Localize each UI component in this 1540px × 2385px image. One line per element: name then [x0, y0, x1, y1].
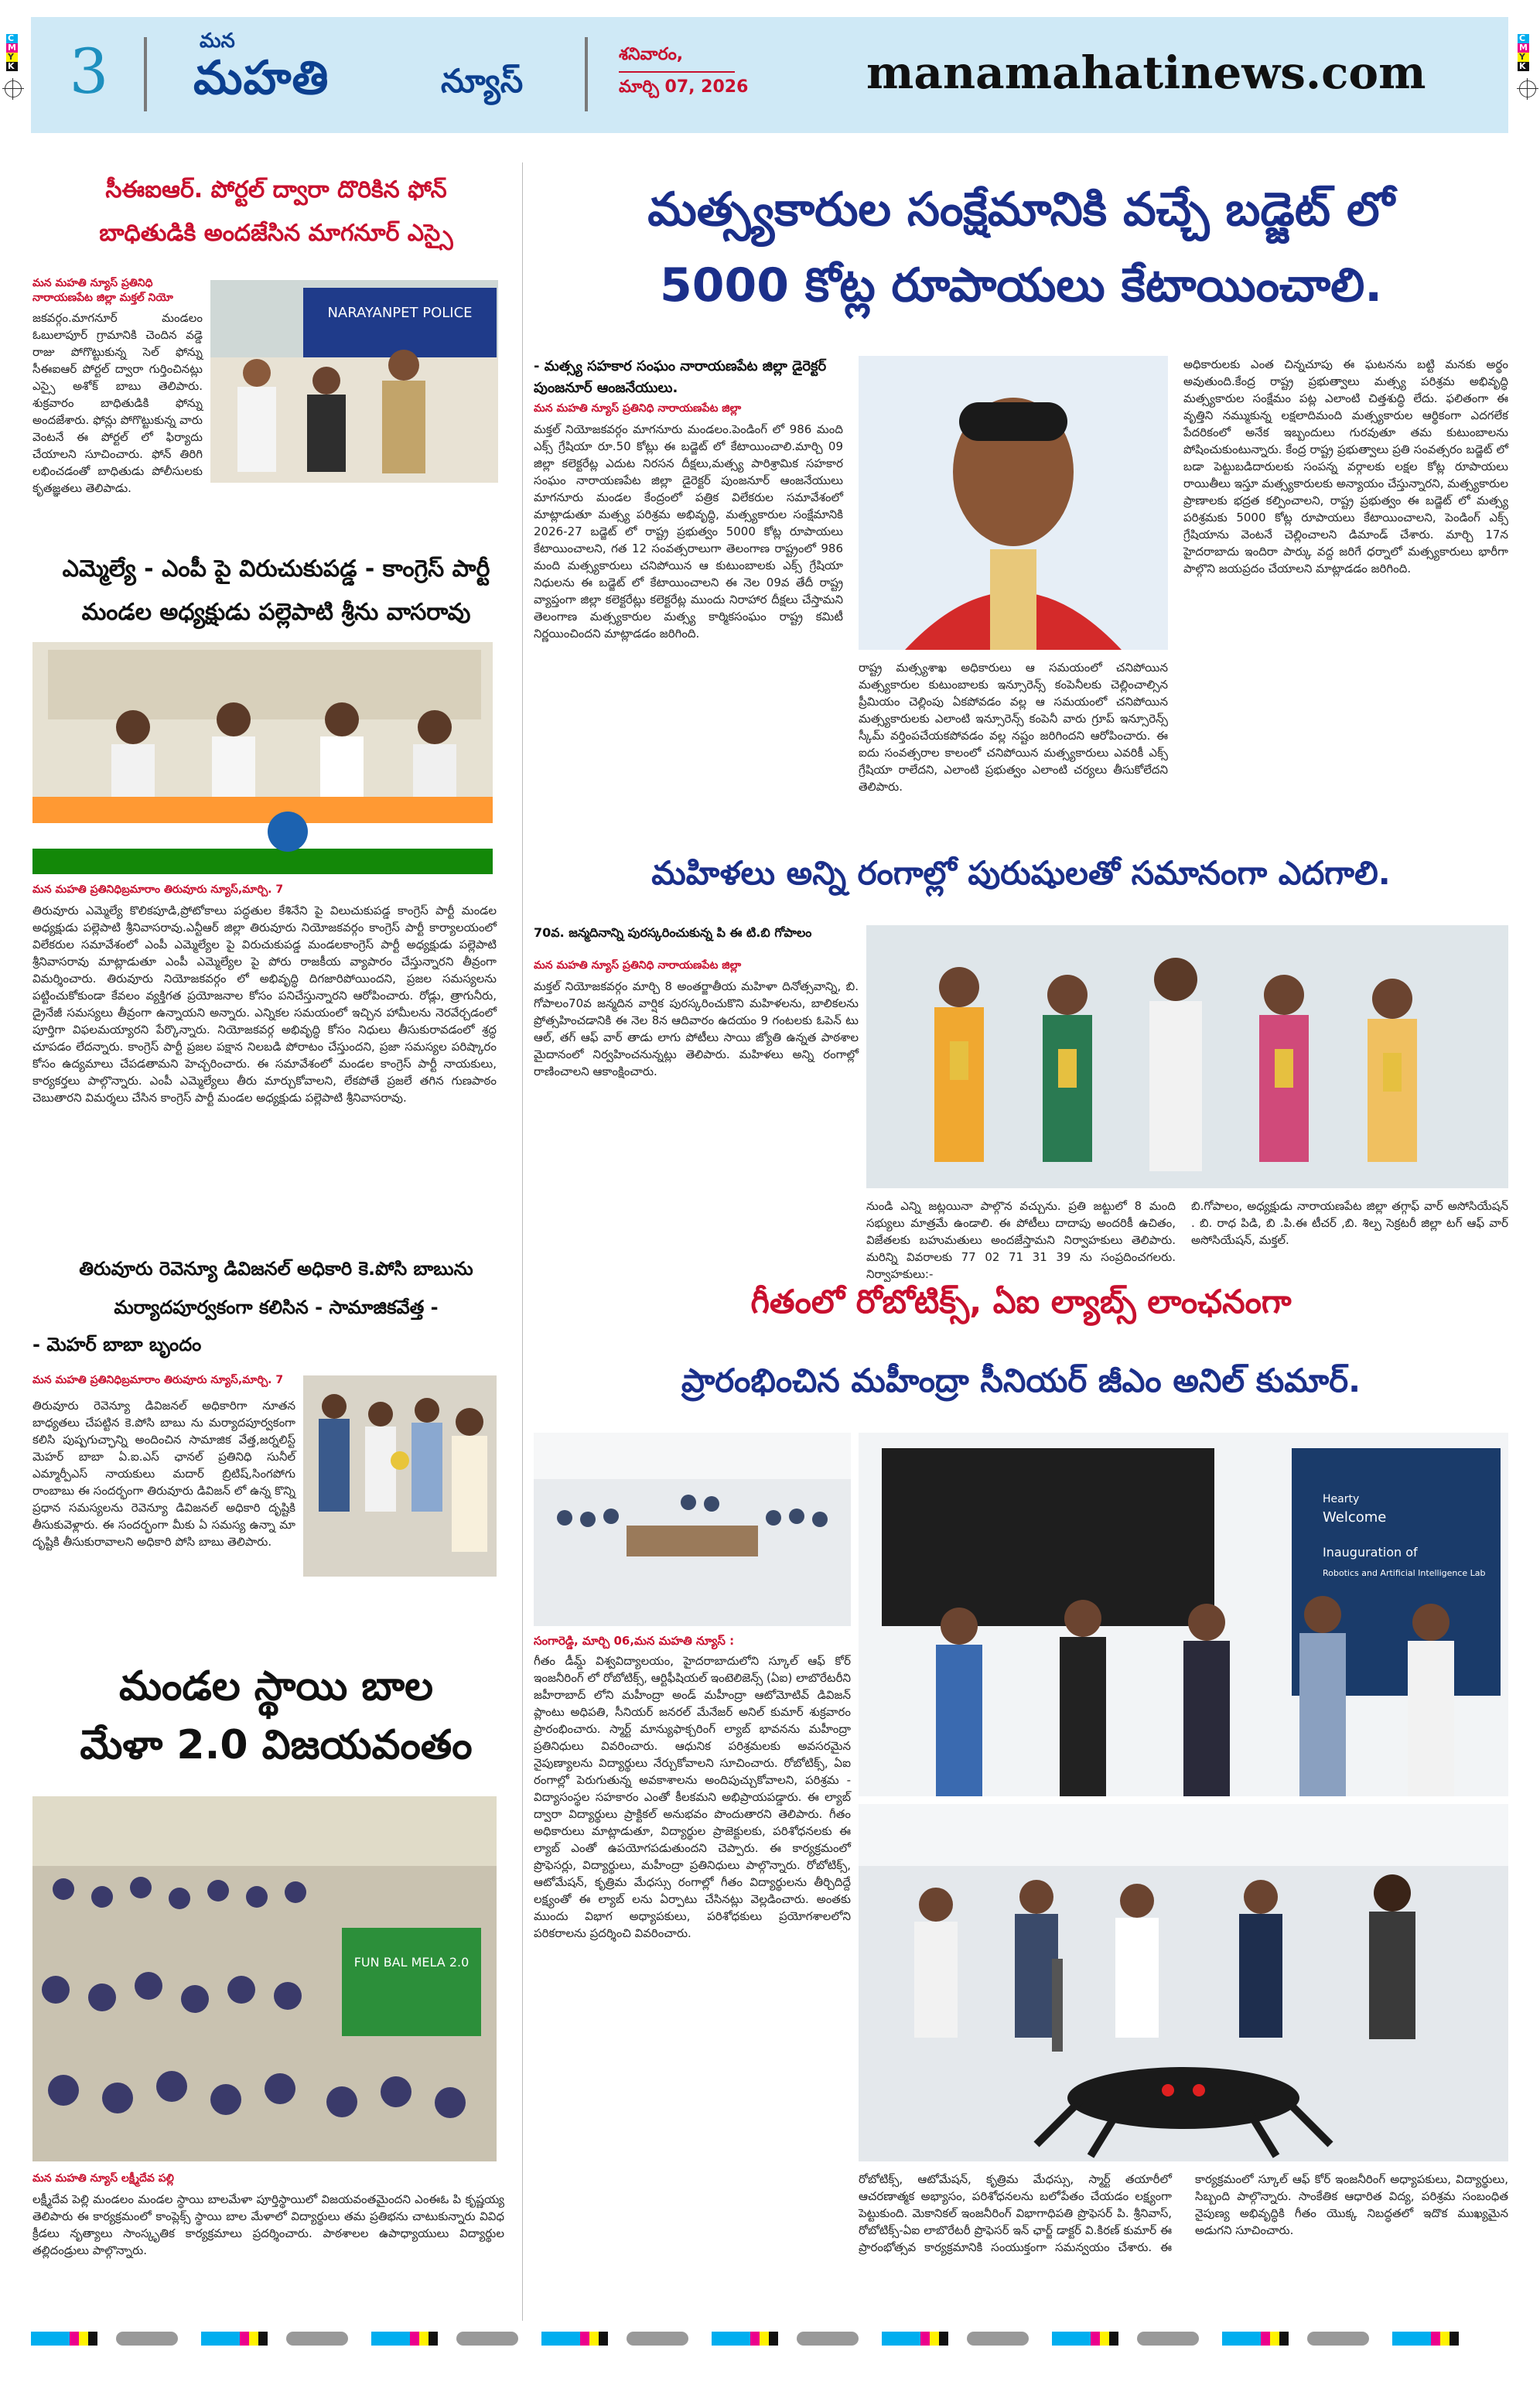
registration-mark-right-icon [1519, 80, 1536, 97]
fisher-headline-1: మత్స్యకారుల సంక్షేమానికి వచ్చే బడ్జెట్ లో [647, 183, 1395, 237]
fisher-body-1: మక్తల్ నియోజకవర్గం మాగనూరు మండలం.పెండింగ్ లో 986 మంది ఎక్స్ గ్రేషియా రూ.50 కోట్లు ఈ బడ్జెట్ లో కేటాయించాలి.మార్చి 09 జిల్లా కలెక్టరేట్ల ఎదుట నిరసన దీక్షలు,మత్స్య పారిశ్రామిక సహకార సంఘం నారాయణపేట జిల్లా డైరెక్టర్ పుంజనూర్ ఆంజనేయులు మాగనూరు మండల కేంద్రంలో పత్రిక విలేకరుల సమావేశంలో మాట్లాడుతూ మత్స్య పరిశ్రమ అభివృద్ధి, మత్స్యకారుల సంక్షేమానికి 2026-27 బడ్జెట్ లో రాష్ట్ర ప్రభుత్వం 5000 కోట్ల రూపాయలు కేటాయించాలని, గత 12 సంవత్సరాలుగా తెలంగాణ రాష్ట్రంలో 986 మంది మత్స్యకారులు చనిపోయిన ఆ కుటుంబాలకు ఎక్స్ గ్రేషియా నిధులను ఈ బడ్జెట్ లో కేటాయించాలని ఈ నెల 09వ తేదీ రాష్ట్ర వ్యాప్తంగా జిల్లా కలెక్టరేట్లు కలెక్టరేట్ల ముందు నిరాహార దీక్షలు చేస్తామని తెలంగాణ మత్స్యకారుల మత్స్య కార్మికసంఘం రాష్ట్ర కమిటీ నిర్ణయించిందని మాట్లాడడం జరిగింది. [534, 422, 843, 641]
screen-hearty-text: Hearty [1323, 1493, 1360, 1505]
registration-mark-left-icon [5, 80, 22, 97]
cmyk-m: M [8, 43, 16, 53]
phone-body: జకవర్గం.మాగనూర్ మండలం ఓబులాపూర్ గ్రామానికి చెందిన వడ్డె రాజు పోగొట్టుకున్న సెల్ ఫోన్ను సీఈఐఆర్ పోర్టల్ ద్వారా గుర్తించినట్లు ఎస్సై అశోక్ బాబు తెలిపారు. శుక్రవారం బాధితుడికి ఫోన్ను అందజేశారు. ఫోన్లు పోగొట్టుకున్న వారు వెంటనే ఈ పోర్టల్ లో ఫిర్యాదు చేయాలని సూచించారు. ఫోన్ తిరిగి లభించడంతో బాధితుడు పోలీసులకు కృతజ్ఞతలు తెలిపాడు. [32, 311, 203, 495]
website-url[interactable]: manamahatinews.com [866, 46, 1426, 99]
cmyk-k: K [6, 62, 18, 71]
fisher-subhead: - మత్స్య సహకార సంఘం నారాయణపేట జిల్లా డైరెక్టర్ పుంజనూర్ ఆంజనేయులు. [534, 358, 827, 396]
women-body-2: నుండి ఎన్ని జట్లయినా పాల్గొన వచ్చును. ప్రతి జట్టులో 8 మంది సభ్యులు మాత్రమే ఉండాలి. ఈ పోటీలు దాదాపు అందరికీ ఉచితం, విజేతలకు బహుమతులు అందజేస్తామని నిర్వాహకులు తెలిపారు. మరిన్ని వివరాలకు 77 02 71 31 39 ను సంప్రదించగలరు. నిర్వాహకులు:- [866, 1199, 1176, 1281]
fisher-body-3: అధికారులకు ఎంత చిన్నచూపు ఈ ఘటనను బట్టి మనకు అర్థం అవుతుంది.కేంద్ర రాష్ట్ర ప్రభుత్వాలు మత్స్య పరిశ్రమ అభివృద్ధి మత్స్యకారుల సంక్షేమం పట్ల ఎలాంటి చిత్తశుద్ధి లేదు. ఫలితంగా ఈ వృత్తిని నమ్ముకున్న లక్షలాదిమంది మత్స్యకారుల ఆర్థికంగా ఎదగలేక పేదరికంలో అనేక ఇబ్బందులు గురవుతూ తమ కుటుంబాలను పోషించుకుంటున్నారు. కేంద్ర రాష్ట్ర ప్రభుత్వాలు ప్రతి సంవత్సరం బడ్జెట్ లో బడా పెట్టుబడిదారులకు సంపన్న వర్గాలకు లక్షల కోట్ల రూపాయలు రాయితీలు ఇస్తూ మత్స్యకారులకు అన్యాయం చేస్తున్నారని, మత్స్యకారుల ప్రాణాలకు భద్రత కల్పించాలని, రాష్ట్ర ప్రభుత్వం ఈ బడ్జెట్ లో మత్స్య పరిశ్రమకు 5000 కోట్ల రూపాయలు కేటాయించాలని, పెండింగ్ ఎక్స్ గ్రేషియాను వెంటనే చెల్లించాలని డిమాండ్ చేశారు. మార్చి 17న హైదరాబాదు ఇందిరా పార్కు వద్ద జరిగే ధర్నాలో మత్స్యకారులు భారీగా పాల్గొని జయప్రదం చేయాలని మాట్లాడడం జరిగింది. [1183, 357, 1508, 576]
revenue-headline-3: - మెహర్ బాబా బృందం [32, 1334, 202, 1355]
bala-banner-text: FUN BAL MELA 2.0 [353, 1955, 470, 1970]
masthead-divider [585, 37, 588, 111]
revenue-headline-2: మర్యాదపూర్వకంగా కలిసిన - సామాజికవేత్త - [114, 1297, 439, 1318]
congress-headline-1: ఎమ్మెల్యే - ఎంపీ పై విరుచుకుపడ్డ - కాంగ్రెస్ పార్టీ [62, 555, 490, 583]
screen-title-text: Inauguration of [1323, 1545, 1418, 1560]
women-subhead: 70వ. జన్మదినాన్ని పురస్కరించుకున్న పి ఈ టి.బి గోపాలం [534, 925, 812, 940]
congress-body: తిరువూరు ఎమ్మెల్యే కొలికపూడి,ప్రోటోకాలు పద్ధతుల కేశినేని పై విలుచుకుపడ్డ కాంగ్రెస్ పార్టీ మండల అధ్యక్షుడు పల్లెపాటి శ్రీనివాసరావు.ఎన్టీఆర్ జిల్లా తిరువూరు నియోజకవర్గం కాంగ్రెస్ పార్టీ కార్యాలయంలో విలేకరుల సమావేశంలో ఎంపీ ఎమ్మెల్యేల పై విరుచుకుపడ్డ మండలకాంగ్రెస్ పార్టీ అధ్యక్షుడు పల్లెపాటి శ్రీనివాసరావు మాట్లాడుతూ ఎంపీ ఎమ్మెల్యేల పై పోరు రాజకీయ వ్యాపారం చేస్తున్నారని తీవ్రంగా విమర్శించారు. తిరువూరు నియోజకవర్గం లో అభివృద్ధి దిగజారిపోయిందని, ప్రజల సమస్యలను పట్టించుకోకుండా కేవలం వ్యక్తిగత ప్రయోజనాల కోసం పనిచేస్తున్నారని ఆరోపించారు. రోడ్లు, త్రాగునీరు, డ్రైనేజీ సమస్యలు తీవ్రంగా ఉన్నాయని అన్నారు. ఎన్నికల సమయంలో ఇచ్చిన హామీలను నెరవేర్చడంలో పూర్తిగా విఫలమయ్యారని పేర్కొన్నారు. నియోజకవర్గ అభివృద్ధి కోసం నిధులు తీసుకురావడంలో శ్రద్ధ చూపడం లేదన్నారు. కాంగ్రెస్ పార్టీ ప్రజల పక్షాన నిలబడి పోరాటం చేస్తుందని, ప్రజా సమస్యల పరిష్కారం కోసం ఉద్యమాలు చేపడతామని హెచ్చరించారు. ఈ సమావేశంలో మండల కాంగ్రెస్ పార్టీ నాయకులు, కార్యకర్తలు పాల్గొన్నారు. ఎంపీ ఎమ్మెల్యేలు తీరు మార్చుకోవాలని, లేకపోతే ప్రజలే తగిన గుణపాఠం చెబుతారని విమర్శలు చేసిన కాంగ్రెస్ పార్టీ మండల అధ్యక్షుడు పల్లెపాటి శ్రీనివాసరావు. [32, 904, 497, 1105]
women-headline: మహిళలు అన్ని రంగాల్లో పురుషులతో సమానంగా ఎదగాలి. [651, 854, 1391, 892]
robotics-demo-photo [859, 1804, 1508, 2161]
page-number: 3 [69, 36, 109, 108]
revenue-headline-1: తిరువూరు రెవెన్యూ డివిజనల్ అధికారి కె.పోసి బాబును [79, 1258, 473, 1280]
issue-day: శనివారం, [619, 45, 684, 64]
robotics-headline-1: గీతంలో రోబోటిక్స్, ఏఐ ల్యాబ్స్ లాంఛనంగా [750, 1283, 1292, 1321]
revenue-byline: మన మహతి ప్రతినిధిబ్రమారాం తిరువూరు న్యూస్,మార్చి. 7 [32, 1374, 284, 1386]
issue-date: మార్చి 07, 2026 [619, 77, 749, 97]
column-separator [522, 162, 523, 2321]
women-award-photo [866, 925, 1508, 1188]
fisher-body-2: రాష్ట్ర మత్స్యశాఖ అధికారులు ఆ సమయంలో చనిపోయిన మత్స్యకారుల కుటుంబాలకు ఇన్సూరెన్స్ కంపెనీలకు చెల్లించాల్సిన ప్రీమియం చెల్లింపు ఏకపోవడం వల్ల ఆ సమయంలో చనిపోయిన మత్స్యకారులకు ఎలాంటి ఇన్సూరెన్స్ కంపెనీ వారు గ్రూప్ ఇన్సూరెన్స్ స్కీమ్ వర్తింపచేయకపోవడం వల్ల నష్టం జరిగిందని ఆరోపించారు. ఈ ఐదు సంవత్సరాల కాలంలో చనిపోయిన మత్స్యకారులు ఎవరికీ ఎక్స్ గ్రేషియా రాలేదని, ఎలాంటి ప్రభుత్వం ఎలాంటి చర్యలు తీసుకోలేదని తెలిపారు. [859, 661, 1168, 794]
logo-title: మహతి [193, 51, 330, 105]
congress-byline: మన మహతి ప్రతినిధిబ్రమారాం తిరువూరు న్యూస్,మార్చి. 7 [32, 883, 284, 896]
bala-headline-2: మేళా 2.0 విజయవంతం [80, 1722, 473, 1768]
robotics-body-1: గీతం డీమ్డ్ విశ్వవిద్యాలయం, హైదరాబాదులోని స్కూల్ ఆఫ్ కోర్ ఇంజనీరింగ్ లో రోబోటిక్స్, ఆర్టిఫీషియల్ ఇంటెలిజెన్స్ (ఏఐ) లాబొరేటరీని జహీరాబాద్ లోని మహీంద్రా అండ్ మహీంద్రా ఆటోమోటివ్ డివిజన్ ప్లాంటు అధిపతి, సీనియర్ జనరల్ మేనేజర్ అనిల్ కుమార్ శుక్రవారం ప్రారంభించారు. స్మార్ట్ మాన్యుఫాక్చరింగ్ ల్యాబ్ భావనను మహీంద్రా ప్రతినిధులు వివరించారు. ఆధునిక పరిశ్రమలకు అవసరమైన నైపుణ్యాలను విద్యార్థులు నేర్చుకోవాలని సూచించారు. రోబోటిక్స్, ఏఐ రంగాల్లో పెరుగుతున్న అవకాశాలను అందిపుచ్చుకోవాలని, పరిశ్రమ - విద్యాసంస్థల సహకారం ఎంతో కీలకమని అభిప్రాయపడ్డారు. ఈ ల్యాబ్ ద్వారా విద్యార్థులు ప్రాక్టికల్ అనుభవం పొందుతారని తెలిపారు. గీతం అధికారులు మాట్లాడుతూ, విద్యార్థుల ప్రాజెక్టులకు, పరిశోధనలకు ఈ ల్యాబ్ ఎంతో ఉపయోగపడుతుందని చెప్పారు. ఈ కార్యక్రమంలో ప్రొఫెసర్లు, విద్యార్థులు, మహీంద్రా ప్రతినిధులు పాల్గొన్నారు. రోబోటిక్స్, ఆటోమేషన్, కృత్రిమ మేధస్సు రంగాల్లో గీతం విద్యార్థులను తీర్చిదిద్దే లక్ష్యంతో ఈ ల్యాబ్ లను ఏర్పాటు చేసినట్లు వెల్లడించారు. అంతకు ముందు విభాగ అధ్యాపకులు, పరిశోధకులు ప్రయోగశాలలోని పరికరాలను ప్రదర్శించి వివరించారు. [534, 1654, 851, 1940]
robotics-lab-hall-photo [534, 1433, 851, 1626]
fisher-byline: మన మహతి న్యూస్ ప్రతినిధి నారాయణపేట జిల్లా [534, 402, 742, 415]
robotics-byline: సంగారెడ్డి, మార్చి 06,మన మహతి న్యూస్ : [534, 1634, 735, 1648]
logo-news: న్యూస్ [441, 62, 524, 100]
bala-body: లక్ష్మీదేవ పెల్లి మండలం మండల స్థాయి బాలమేళా పూర్తిస్థాయిలో విజయవంతమైందని ఎంఈఓ పి కృష్ణయ్య తెలిపారు ఈ కార్యక్రమంలో కాంప్లెక్స్ స్థాయి బాల మేళాలో విద్యార్థులు తమ ప్రతిభను చాటుకున్నారు వివిధ క్రీడలు నృత్యాలు సాంస్కృతిక కార్యక్రమాలు ప్రదర్శించారు. పాఠశాలల ఉపాధ్యాయులు విద్యార్థుల తల్లిదండ్రులు పాల్గొన్నారు. [32, 2192, 504, 2257]
women-body-1: మక్తల్ నియోజకవర్గం మార్చి 8 అంతర్జాతీయ మహిళా దినోత్సవాన్ని, బి. గోపాలం70వ జన్మదిన వార్షిక పురస్కరించుకొని మహిళలను, బాలికలను ప్రోత్సహించడానికి ఈ నెల 8న ఆదివారం ఉదయం 9 గంటలకు ఓపెన్ టు ఆల్, తగ్ ఆఫ్ వార్ తాడు లాగు పోటీలు సాయి జ్యోతి ఉన్నత పాఠశాల మైదానంలో నిర్వహించనున్నట్లు తెలిపారు. మహిళలు అన్ని రంగాల్లో రాణించాలని ఆకాంక్షించారు. [534, 979, 859, 1078]
phone-headline-2: బాధితుడికి అందజేసిన మాగనూర్ ఎస్సై [99, 220, 453, 247]
bala-headline-1: మండల స్థాయి బాల [118, 1663, 434, 1710]
robotics-body-2: రోబోటిక్స్, ఆటోమేషన్, కృత్రిమ మేధస్సు, స్మార్ట్ తయారీలో ఆచరణాత్మక అభ్యాసం, పరిశోధనలను బలోపేతం చేయడం లక్ష్యంగా పెట్టుకుంది. మెకానికల్ ఇంజనీరింగ్ విభాగాధిపతి ప్రొఫెసర్ పి. శ్రీనివాస్, రోబోటిక్స్-ఏఐ లాబొరేటరీ ప్రొఫెసర్ ఇన్ ఛార్జ్ డాక్టర్ వి.కిరణ్ కుమార్ ఈ ప్రారంభోత్సవ కార్యక్రమానికి సంయుక్తంగా సమన్వయం చేశారు. ఈ కార్యక్రమంలో స్కూల్ ఆఫ్ కోర్ ఇంజనీరింగ్ అధ్యాపకులు, విద్యార్థులు, సిబ్బంది పాల్గొన్నారు. సాంకేతిక ఆధారిత విద్య, పరిశ్రమ సంబంధిత నైపుణ్య అభివృద్ధికి గీతం యొక్క నిబద్ధతలో ఇదొక ముఖ్యమైన అడుగని సూచించారు. [859, 2172, 1508, 2254]
logo-prefix: మన [200, 29, 235, 53]
phone-handover-photo [210, 280, 498, 483]
fisher-headline-2: 5000 కోట్ల రూపాయలు కేటాయించాలి. [660, 258, 1382, 313]
bala-byline: మన మహతి న్యూస్ లక్ష్మీదేవ పల్లి [32, 2172, 174, 2185]
congress-headline-2: మండల అధ్యక్షుడు పల్లెపాటి శ్రీను వాసరావు [81, 599, 471, 626]
cmyk-marker-right [1518, 34, 1529, 71]
robotics-headline-2: ప్రారంభించిన మహీంద్రా సీనియర్ జీఎం అనిల్ కుమార్. [681, 1362, 1361, 1399]
cmyk-c: C [1518, 34, 1529, 43]
phone-headline-1: సీఈఐఆర్. పోర్టల్ ద్వారా దొరికిన ఫోన్ [105, 176, 447, 203]
cmyk-y: Y [6, 53, 18, 62]
cmyk-c: C [6, 34, 18, 43]
congress-meeting-photo [32, 642, 493, 874]
police-board-text: NARAYANPET POLICE [327, 305, 473, 321]
masthead-divider [144, 37, 147, 111]
cmyk-m: M [1519, 43, 1528, 53]
screen-welcome-text: Welcome [1323, 1509, 1387, 1526]
phone-byline: మన మహతి న్యూస్ ప్రతినిధి నారాయణపేట జిల్లా మక్తల్ నియో [32, 277, 173, 304]
cmyk-y: Y [1518, 53, 1529, 62]
cmyk-marker-left [6, 34, 18, 71]
print-color-bar [31, 2329, 1508, 2349]
women-byline: మన మహతి న్యూస్ ప్రతినిధి నారాయణపేట జిల్లా [534, 959, 742, 972]
date-rule [619, 71, 735, 73]
bala-mela-photo [32, 1796, 497, 2161]
cmyk-k: K [1518, 62, 1529, 71]
fisher-director-photo [859, 356, 1168, 650]
robotics-dignitaries-photo [859, 1433, 1508, 1796]
screen-sub-text: Robotics and Artificial Intelligence Lab [1323, 1568, 1486, 1578]
women-body-3: బి.గోపాలం, అధ్యక్షుడు నారాయణపేట జిల్లా తగ్గాఫ్ వార్ అసోసియేషన్ . బి. రాధ పిడి, బి .పి.ఈ టీచర్ ,బి. శిల్ప సెక్రటరీ జిల్లా టగ్ ఆఫ్ వార్ అసోసియేషన్, మక్తల్. [1191, 1199, 1508, 1247]
revenue-officer-photo [303, 1375, 497, 1577]
revenue-body: తిరువూరు రెవెన్యూ డివిజనల్ అధికారిగా నూతన బాధ్యతలు చేపట్టిన కె.పోసి బాబు ను మర్యాదపూర్వకంగా కలిసి పుష్పగుచ్ఛాన్ని అందించిన సామాజిక వేత్త,జర్నలిస్ట్ మెహర్ బాబా ఏ.ఐ.ఎస్ ఛానల్ ప్రతినిధి సునీల్ ఎమ్మార్పీఎస్ నాయకులు మదార్ బ్రిటిష్,సింగపోగు రాంబాబు ఈ సందర్భంగా తిరువూరు డివిజన్ లో ఉన్న కొన్ని ప్రధాన సమస్యలను రెవెన్యూ డివిజనల్ అధికారి దృష్టికి తీసుకువెళ్లారు. ఈ సందర్భంగా మీకు ఏ సమస్య ఉన్నా మా దృష్టికి తీసుకురావాలని అధికారి పోసి బాబు తెలిపారు. [32, 1399, 295, 1549]
